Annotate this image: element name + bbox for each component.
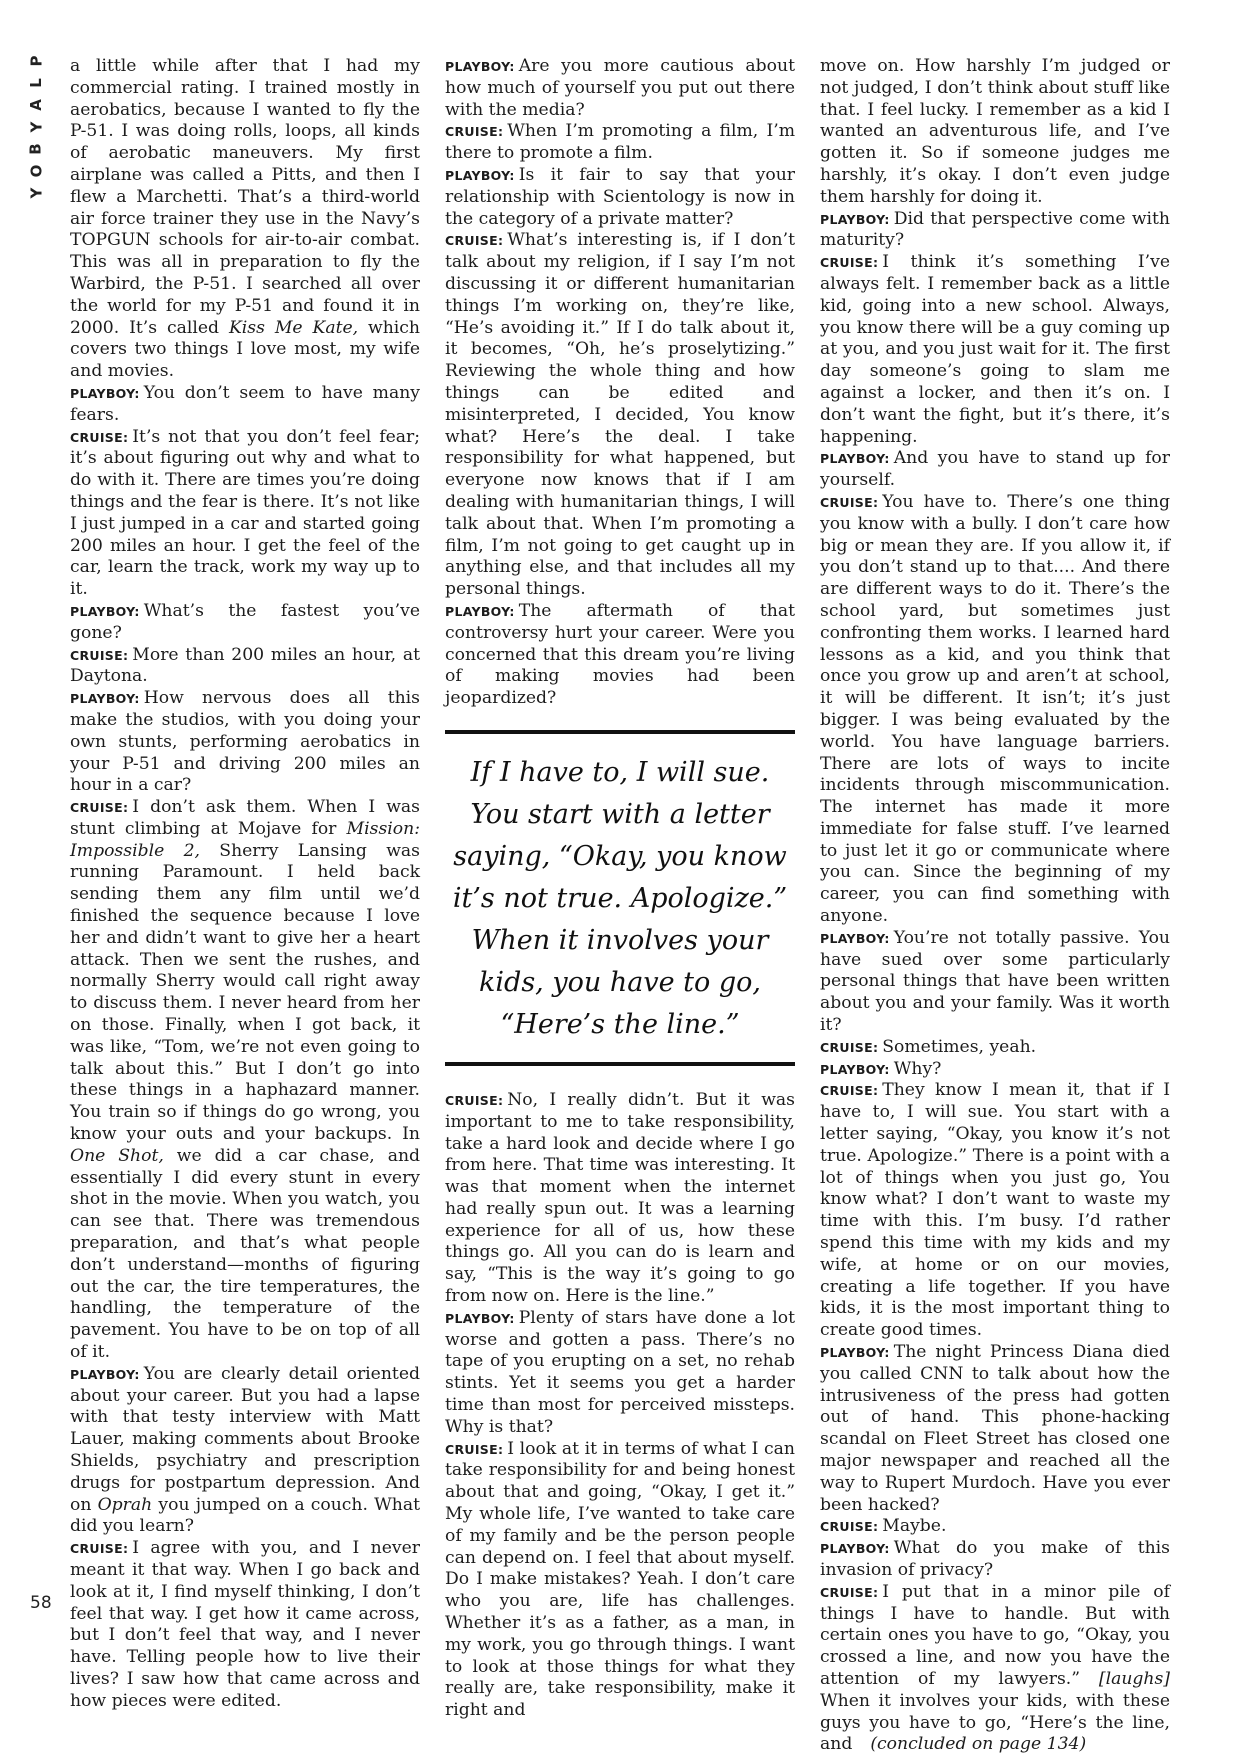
speaker-label: CRUISE: <box>820 1039 879 1055</box>
speaker-label: CRUISE: <box>445 1092 504 1108</box>
body-text: When it involves your kids, with these guys you have to go, “Here’s the line, and <box>820 1690 1170 1755</box>
body-text: I look at it in terms of what I can take responsibility for and being honest about that and going, “Okay, I get it.” My whole life, I’ve wanted to take care of my family and be the person people can depend on. I feel that about myself. Do I make mistakes? Yeah. I don’t care who you are, life has challenges. Whether it’s as a father, as a man, in my work, you go through things. I want to look at those things for what they really are, take responsibility, make it right and <box>445 1438 795 1721</box>
speaker-label: PLAYBOY: <box>70 691 140 707</box>
body-text: More than 200 miles an hour, at Daytona. <box>70 644 420 687</box>
body-text: The aftermath of that controversy hurt your career. Were you concerned that this dream you’re living of making movies had been jeopardized? <box>445 600 795 709</box>
body-text: you jumped on a couch. What did you learn? <box>70 1494 420 1537</box>
speaker-label: PLAYBOY: <box>70 385 140 401</box>
column-2-top-text <box>445 56 795 710</box>
body-text: You are clearly detail oriented about your career. But you had a lapse with that testy interview with Matt Lauer, making comments about Brooke Shields, psychiatry and prescription drugs for postpartum depression. And on <box>70 1363 420 1515</box>
body-text: No, I really didn’t. But it was important to me to take responsibility, take a hard look and decide where I go from here. That time was interesting. It was that moment when the internet had really spun out. It was a learning experience for all of us, how these things go. All you can do is learn and say, “This is the way it’s going to go from now on. Here is the line.” <box>445 1089 795 1307</box>
paragraph <box>70 797 420 1364</box>
body-text: Are you more cautious about how much of yourself you put out there with the media? <box>445 56 795 120</box>
brand-letter: A <box>26 99 45 111</box>
body-text: Sometimes, yeah. <box>882 1036 1037 1057</box>
speaker-label: CRUISE: <box>70 800 129 816</box>
paragraph <box>820 1538 1170 1582</box>
speaker-label: PLAYBOY: <box>820 1345 890 1361</box>
brand-letter: Y <box>27 187 45 199</box>
speaker-label: PLAYBOY: <box>70 603 140 619</box>
column-3 <box>820 56 1170 1756</box>
column-3-text <box>820 56 1170 1756</box>
italic-text: Kiss Me Kate, <box>228 317 359 338</box>
paragraph <box>445 165 795 230</box>
body-text: The night Princess Diana died you called CNN to talk about how the intrusiveness of the press had gotten out of hand. This phone-hacking scandal on Fleet Street has closed one major newspaper and reached all the way to Rupert Murdoch. Have you ever been hacked? <box>820 1342 1170 1515</box>
body-text: I agree with you, and I never meant it that way. When I go back and look at it, I find myself thinking, I don’t feel that way. I get how it came across, but I don’t feel that way, and I never have. Telling people how to live their lives? I saw how that came across and how pieces were edited. <box>70 1538 420 1711</box>
speaker-label: PLAYBOY: <box>70 1366 140 1382</box>
body-text: a little while after that I had my commercial rating. I trained mostly in aerobatics, because I wanted to fly the P-51. I was doing rolls, loops, all kinds of aerobatic maneuvers. My first airplane was called a Pitts, and then I flew a Marchetti. That’s a third-world air force trainer they use in the Navy’s TOPGUN schools for air-to-air combat. This was all in preparation to fly the Warbird, the P-51. I searched all over the world for my P-51 and found it in 2000. It’s called <box>70 56 420 338</box>
paragraph <box>820 1037 1170 1059</box>
body-text: What’s interesting is, if I don’t talk about my religion, if I say I’m not discussing it or different humanitarian things I’m working on, they’re like, “He’s avoiding it.” If I do talk about it, it becomes, “Oh, he’s proselytizing.” Reviewing the whole thing and how things can be edited and misinterpreted, I decided, You know what? Here’s the deal. I take responsibility for what happened, but everyone now knows that if I am dealing with humanitarian things, I will talk about that. When I’m promoting a film, I’m not going to get caught up in anything else, and that includes all my personal things. <box>445 230 795 600</box>
speaker-label: CRUISE: <box>820 1083 879 1099</box>
paragraph <box>820 1516 1170 1538</box>
paragraph <box>820 56 1170 209</box>
speaker-label: CRUISE: <box>820 494 879 510</box>
speaker-label: PLAYBOY: <box>820 930 890 946</box>
body-text: Plenty of stars have done a lot worse and gotten a pass. There’s no tape of you erupting on a set, no rehab stints. Yet it seems you get a harder time than most for perceived missteps. Why is that? <box>445 1307 795 1437</box>
continued-note: (concluded on page 134) <box>870 1734 1087 1755</box>
body-text: which covers two things I love most, my wife and movies. <box>70 317 420 382</box>
speaker-label: PLAYBOY: <box>820 211 890 227</box>
paragraph <box>445 56 795 121</box>
speaker-label: CRUISE: <box>445 233 504 249</box>
body-text: we did a car chase, and essentially I did every stunt in every shot in the movie. When you watch, you can see that. There was tremendous preparation, and that’s what people don’t understand—months of figuring out the car, the tire temperatures, the handling, the temperature of the pavement. You have to be on top of all of it. <box>70 1145 421 1363</box>
body-text: It’s not that you don’t feel fear; it’s about figuring out why and what to do with it. There are times you’re doing things and the fear is there. It’s not like I just jumped in a car and started going 200 miles an hour. I get the feel of the car, learn the track, work my way up to it. <box>70 426 420 600</box>
playboy-vertical-logo <box>24 50 48 204</box>
speaker-label: CRUISE: <box>70 429 129 445</box>
speaker-label: CRUISE: <box>445 1441 504 1457</box>
paragraph <box>445 230 795 601</box>
speaker-label: PLAYBOY: <box>820 1061 890 1077</box>
speaker-label: PLAYBOY: <box>445 59 515 74</box>
body-text: Sherry Lansing was running Paramount. I held back sending them any film until we’d finished the sequence because I love her and didn’t want to give her a heart attack. Then we sent the rushes, and normally Sherry would call right away to discuss them. I never heard from her on those. Finally, when I got back, it was like, “Tom, we’re not even going to talk about this.” But I don’t go into these things in a haphazard manner. You train so if things do go wrong, you know your outs and your backups. In <box>70 840 420 1145</box>
body-text: You’re not totally passive. You have sued over some particularly personal things that have been written about you and your family. Was it worth it? <box>820 927 1170 1036</box>
speaker-label: CRUISE: <box>820 255 879 271</box>
italic-text: [laughs] <box>1098 1668 1170 1689</box>
paragraph <box>820 448 1170 492</box>
italic-text: Oprah <box>97 1494 153 1515</box>
body-text: I put that in a minor pile of things I have to handle. But with certain ones you have to go, “Okay, you crossed a line, and now you have the attention of my lawyers.” <box>820 1581 1170 1689</box>
paragraph <box>820 209 1170 253</box>
pull-quote: If I have to, I will sue. You start with a letter saying, “Okay, you know it’s not true. Apologize.” When it involves your kids, you have to go, “Here’s the line.” <box>445 730 795 1066</box>
speaker-label: CRUISE: <box>70 1541 129 1557</box>
brand-letter: L <box>27 78 45 88</box>
brand-letter: Y <box>27 121 45 133</box>
paragraph <box>820 1059 1170 1081</box>
paragraph <box>70 601 420 645</box>
speaker-label: PLAYBOY: <box>445 603 515 619</box>
body-text: move on. How harshly I’m judged or not judged, I don’t think about stuff like that. I feel lucky. I remember as a kid I wanted an adventurous life, and I’ve gotten it. So if someone judges me harshly, it’s okay. I don’t even judge them harshly for doing it. <box>820 56 1170 207</box>
column-1 <box>70 56 420 1713</box>
body-text: They know I mean it, that if I have to, I will sue. You start with a letter saying, “Okay, you know it’s not true. Apologize.” There is a point with a lot of things when you just go, You know what? I don’t want to waste my time with this. I’m busy. I’d rather spend this time with my kids and my wife, at home or on our movies, creating a life together. If you have kids, it is the most important thing to create good times. <box>820 1080 1170 1341</box>
paragraph <box>70 1364 420 1538</box>
body-text: You have to. There’s one thing you know with a bully. I don’t care how big or mean they are. If you allow it, if you don’t stand up to that.... And there are different ways to do it. There’s the school yard, but sometimes just confronting them works. I learned hard lessons as a kid, and you think that once you grow up and aren’t at school, it will be different. It isn’t; it’s just bigger. I was being evaluated by the world. You have language barriers. There are lots of ways to incite incidents through miscommunication. The internet has made it more immediate for false stuff. I’ve learned to just let it go or communicate where you can. Since the beginning of my career, you can find something with anyone. <box>820 491 1170 927</box>
speaker-label: CRUISE: <box>445 124 504 140</box>
body-text: Why? <box>893 1058 942 1079</box>
paragraph <box>70 688 420 797</box>
speaker-label: PLAYBOY: <box>820 451 890 467</box>
body-text: I think it’s something I’ve always felt. I remember back as a little kid, going into a new school. Always, you know there will be a guy coming up at you, and you just wait for it. The first day someone’s going to slam me against a locker, and then it’s on. I don’t want the fight, but it’s there, it’s happening. <box>820 252 1170 447</box>
body-text: How nervous does all this make the studios, with you doing your own stunts, performing aerobatics in your P-51 and driving 200 miles an hour in a car? <box>70 688 420 796</box>
brand-letter: P <box>27 55 45 67</box>
paragraph <box>820 492 1170 928</box>
body-text: Maybe. <box>882 1516 947 1537</box>
speaker-label: PLAYBOY: <box>820 1541 890 1557</box>
brand-letter: O <box>26 164 45 178</box>
paragraph <box>820 1342 1170 1516</box>
paragraph <box>70 56 420 383</box>
paragraph <box>70 645 420 689</box>
paragraph <box>70 383 420 427</box>
paragraph <box>70 1538 420 1712</box>
paragraph <box>820 252 1170 448</box>
column-2-bottom-text <box>445 1090 795 1722</box>
italic-text: Mission: Impossible 2, <box>70 818 420 861</box>
paragraph <box>820 1582 1170 1756</box>
speaker-label: PLAYBOY: <box>445 167 515 183</box>
page-number: 58 <box>30 1593 52 1613</box>
body-text: And you have to stand up for yourself. <box>820 448 1170 491</box>
speaker-label: CRUISE: <box>70 647 129 663</box>
body-text: I don’t ask them. When I was stunt climbing at Mojave for <box>70 797 420 839</box>
paragraph <box>445 1439 795 1722</box>
paragraph <box>445 601 795 710</box>
body-text: Did that perspective come with maturity? <box>820 208 1170 251</box>
body-text: What do you make of this invasion of privacy? <box>820 1538 1170 1580</box>
paragraph <box>445 121 795 165</box>
body-text: You don’t seem to have many fears. <box>70 382 420 425</box>
speaker-label: CRUISE: <box>820 1519 879 1535</box>
column-2 <box>445 56 795 1722</box>
paragraph <box>820 928 1170 1037</box>
speaker-label: CRUISE: <box>820 1584 879 1600</box>
brand-letter: B <box>27 143 45 155</box>
paragraph <box>820 1080 1170 1342</box>
body-text: What’s the fastest you’ve gone? <box>70 600 420 643</box>
paragraph <box>70 427 420 601</box>
body-text: Is it fair to say that your relationship with Scientology is now in the category of a private matter? <box>445 164 795 229</box>
speaker-label: PLAYBOY: <box>445 1310 515 1326</box>
body-text: When I’m promoting a film, I’m there to promote a film. <box>445 121 795 164</box>
paragraph <box>445 1308 795 1439</box>
italic-text: One Shot, <box>70 1145 164 1166</box>
paragraph <box>445 1090 795 1308</box>
